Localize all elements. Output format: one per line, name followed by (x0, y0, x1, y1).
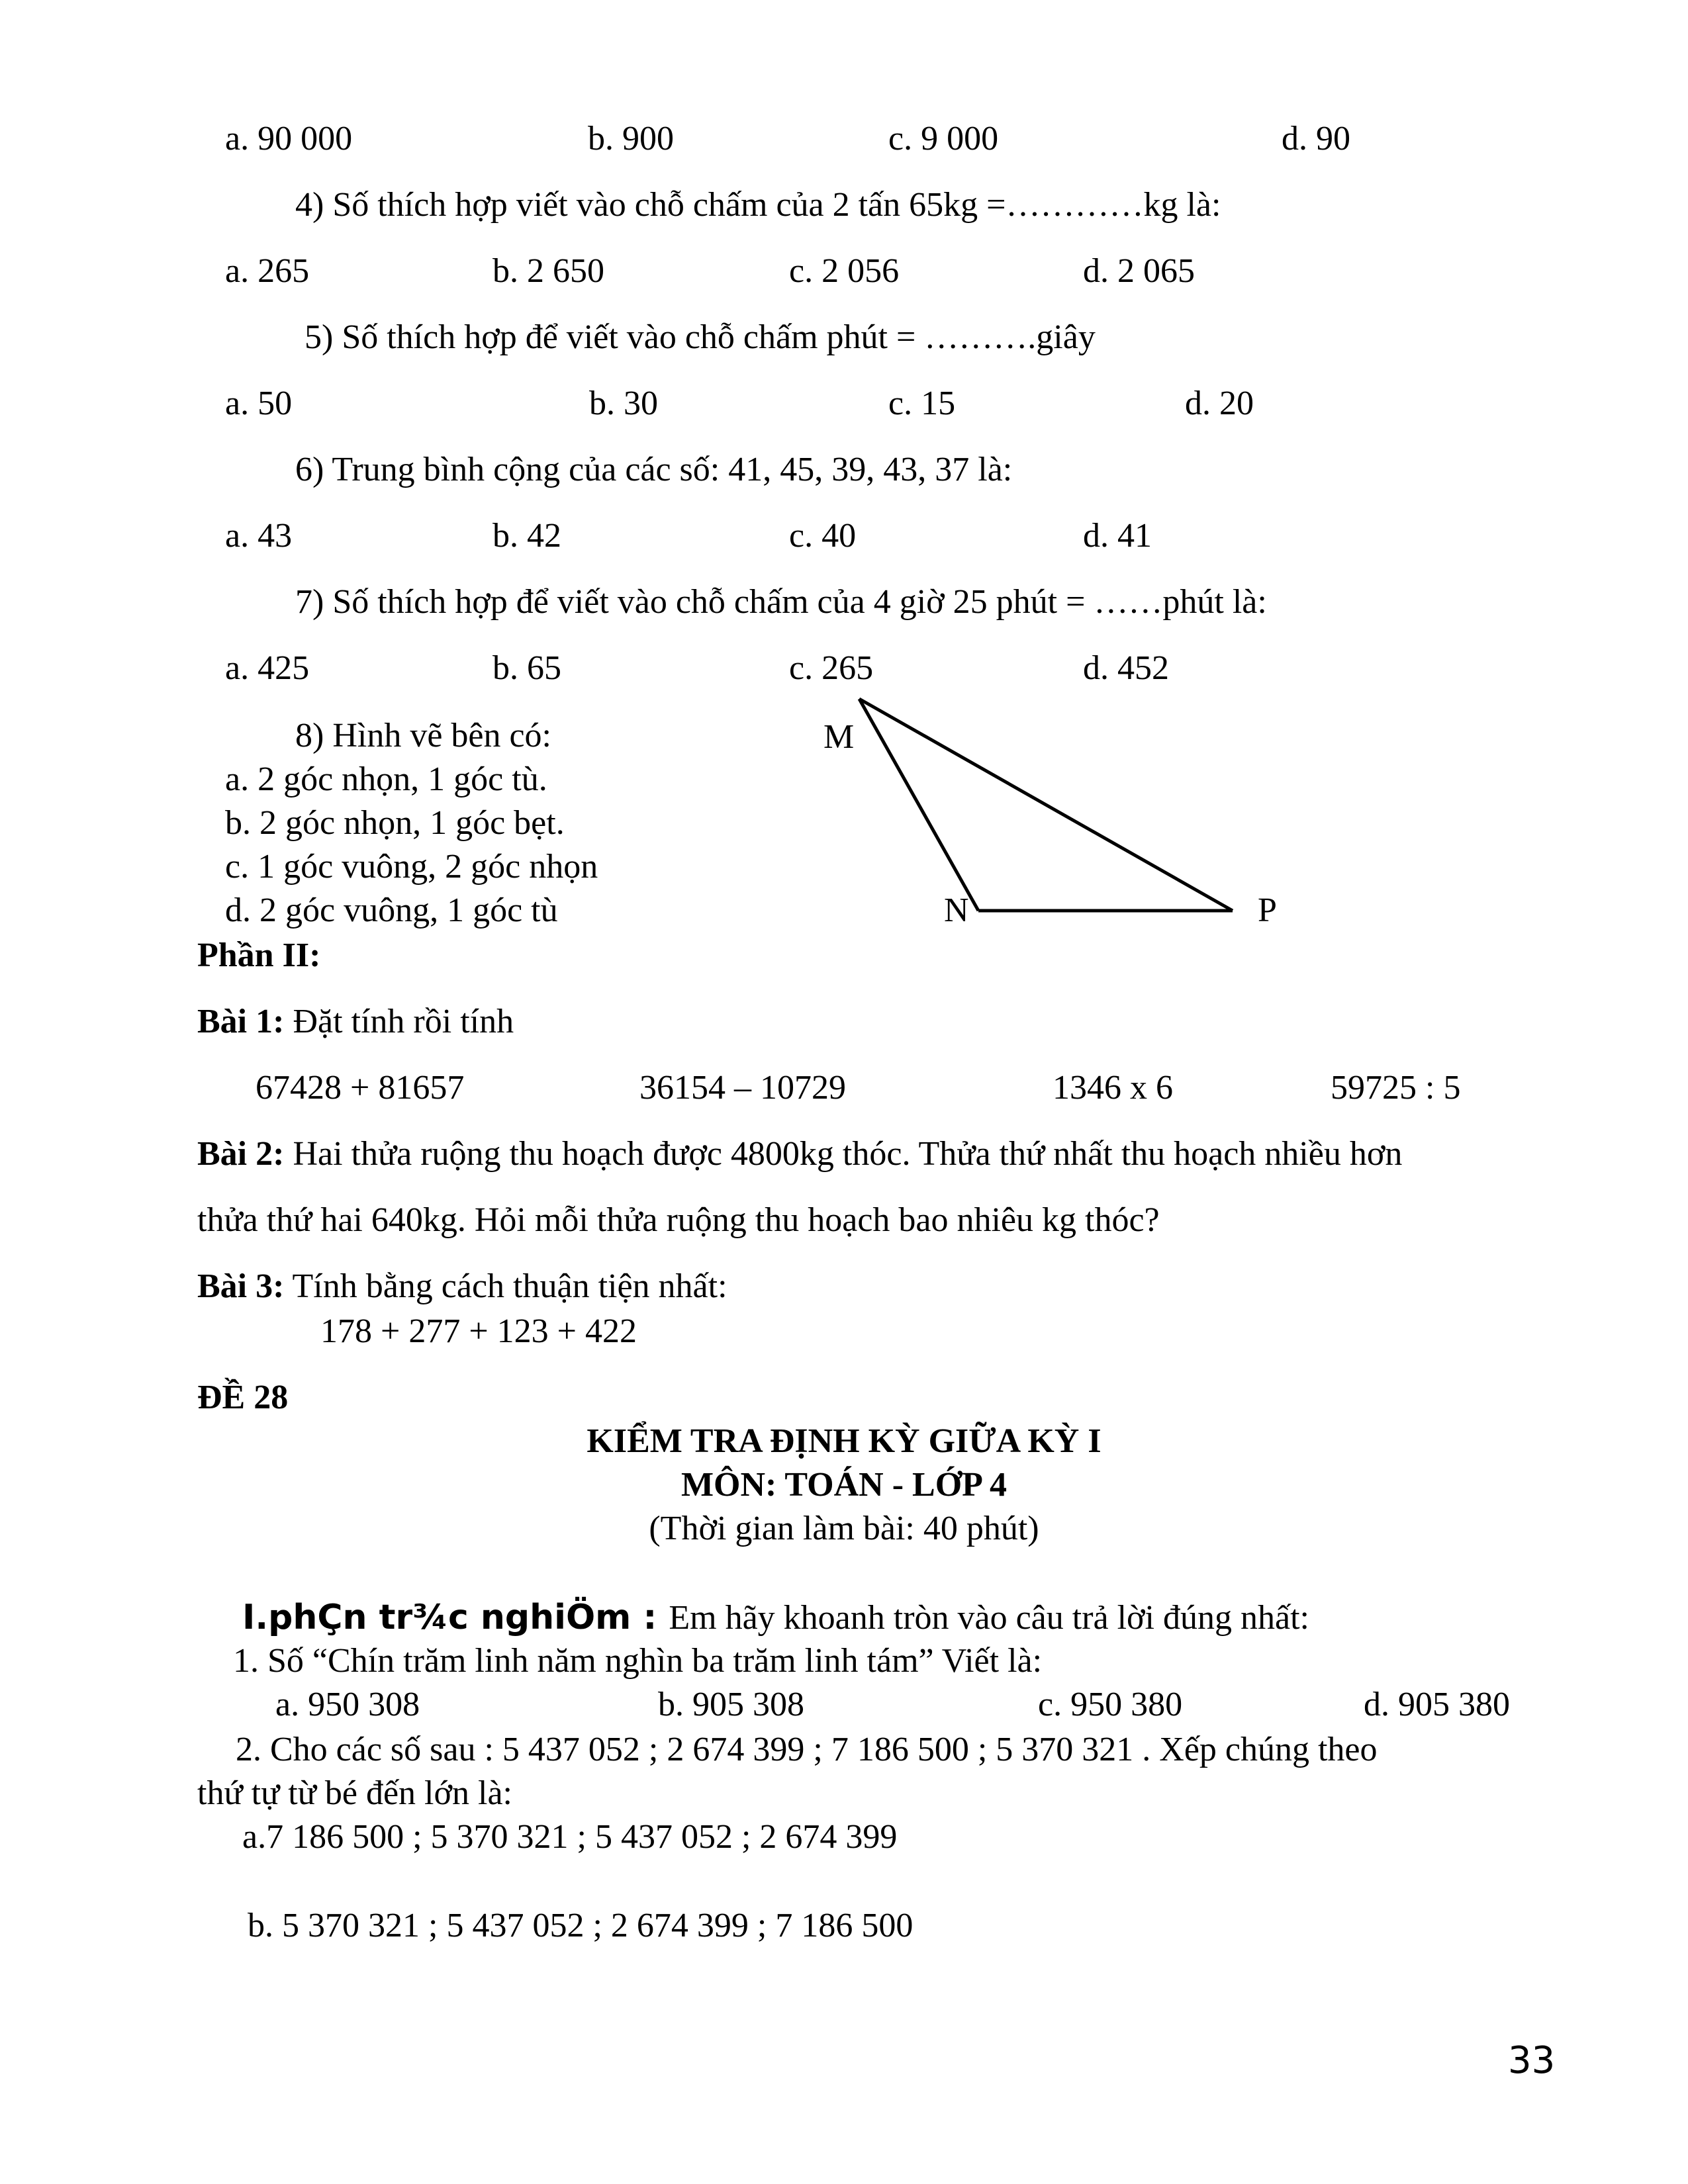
bai1-text: Đặt tính rồi tính (284, 1003, 514, 1040)
section1-line (242, 1600, 1309, 1635)
q7-option-a: a. 425 (225, 649, 310, 687)
q5-question: 5) Số thích hợp để viết vào chỗ chấm phút = ……….giây (305, 318, 1096, 356)
bai1-expr-2: 36154 – 10729 (639, 1069, 846, 1107)
q5-option-d: d. 20 (1185, 385, 1254, 422)
de28-q1-option-a: a. 950 308 (275, 1686, 420, 1723)
de28-q2-question: 2. Cho các số sau : 5 437 052 ; 2 674 399 ; 7 186 500 ; 5 370 321 . Xếp chúng theo (236, 1731, 1378, 1768)
q3-option-d: d. 90 (1282, 120, 1350, 158)
bai1-label: Bài 1: (197, 1003, 285, 1040)
q8-option-c: c. 1 góc vuông, 2 góc nhọn (225, 848, 598, 886)
q4-option-b: b. 2 650 (492, 252, 604, 290)
bai1-expr-3: 1346 x 6 (1053, 1069, 1173, 1107)
bai3-label: Bài 3: (197, 1267, 285, 1305)
section1-heading: I.phÇn tr¾c nghiÖm : (242, 1598, 669, 1637)
exam-number: ĐỀ 28 (197, 1379, 289, 1416)
section1-instruction: Em hãy khoanh tròn vào câu trả lời đúng nhất: (669, 1599, 1309, 1637)
bai2-label: Bài 2: (197, 1135, 285, 1173)
bai1-expr-1: 67428 + 81657 (256, 1069, 465, 1107)
page-number: 33 (1508, 2039, 1556, 2082)
bai1-expr-4: 59725 : 5 (1331, 1069, 1461, 1107)
q4-option-d: d. 2 065 (1083, 252, 1195, 290)
q3-option-a: a. 90 000 (225, 120, 353, 158)
de28-q1-option-c: c. 950 380 (1038, 1686, 1183, 1723)
q8-option-d: d. 2 góc vuông, 1 góc tù (225, 891, 558, 929)
q6-option-c: c. 40 (789, 517, 857, 555)
q3-option-c: c. 9 000 (888, 120, 999, 158)
triangle-edge-mp (859, 699, 1233, 911)
bai2-text-continued: thửa thứ hai 640kg. Hỏi mỗi thửa ruộng thu hoạch bao nhiêu kg thóc? (197, 1201, 1160, 1239)
bai3-expr: 178 + 277 + 123 + 422 (320, 1312, 637, 1350)
de28-q2-question-continued: thứ tự từ bé đến lớn là: (197, 1774, 512, 1812)
de28-q1-question: 1. Số “Chín trăm linh năm nghìn ba trăm linh tám” Viết là: (233, 1642, 1043, 1680)
de28-q2-option-a: a.7 186 500 ; 5 370 321 ; 5 437 052 ; 2 674 399 (242, 1818, 898, 1856)
bai3-text: Tính bằng cách thuận tiện nhất: (284, 1267, 727, 1305)
exam-subject: MÔN: TOÁN - LỚP 4 (680, 1466, 1008, 1504)
q8-option-a: a. 2 góc nhọn, 1 góc tù. (225, 760, 547, 798)
de28-q2-option-b: b. 5 370 321 ; 5 437 052 ; 2 674 399 ; 7 186 500 (248, 1907, 914, 1944)
q4-question: 4) Số thích hợp viết vào chỗ chấm của 2 tấn 65kg =…………kg là: (295, 186, 1221, 224)
q5-option-a: a. 50 (225, 385, 293, 422)
q5-option-c: c. 15 (888, 385, 956, 422)
bai2-line (197, 1137, 1402, 1171)
q6-option-d: d. 41 (1083, 517, 1152, 555)
q4-option-c: c. 2 056 (789, 252, 900, 290)
bai1-line (197, 1005, 514, 1039)
triangle-edge-mn (859, 699, 978, 911)
bai3-line (197, 1269, 727, 1304)
de28-q1-option-d: d. 905 380 (1364, 1686, 1510, 1723)
q7-option-d: d. 452 (1083, 649, 1169, 687)
q6-option-b: b. 42 (492, 517, 561, 555)
q7-option-c: c. 265 (789, 649, 874, 687)
part2-heading: Phần II: (197, 936, 321, 974)
q6-option-a: a. 43 (225, 517, 293, 555)
q8-question: 8) Hình vẽ bên có: (295, 717, 552, 754)
exam-title: KIỂM TRA ĐỊNH KỲ GIỮA KỲ I (586, 1422, 1102, 1460)
q5-option-b: b. 30 (589, 385, 658, 422)
de28-q1-option-b: b. 905 308 (658, 1686, 804, 1723)
bai2-text: Hai thửa ruộng thu hoạch được 4800kg thóc. Thửa thứ nhất thu hoạch nhiều hơn (284, 1135, 1403, 1173)
q7-question: 7) Số thích hợp để viết vào chỗ chấm của 4 giờ 25 phút = ……phút là: (295, 583, 1267, 621)
vertex-label-m: M (823, 718, 855, 756)
q6-question: 6) Trung bình cộng của các số: 41, 45, 39, 43, 37 là: (295, 451, 1013, 488)
q8-option-b: b. 2 góc nhọn, 1 góc bẹt. (225, 804, 565, 842)
q4-option-a: a. 265 (225, 252, 310, 290)
q3-option-b: b. 900 (588, 120, 674, 158)
q7-option-b: b. 65 (492, 649, 561, 687)
vertex-label-p: P (1258, 891, 1277, 929)
exam-duration: (Thời gian làm bài: 40 phút) (649, 1510, 1039, 1547)
vertex-label-n: N (944, 891, 969, 929)
